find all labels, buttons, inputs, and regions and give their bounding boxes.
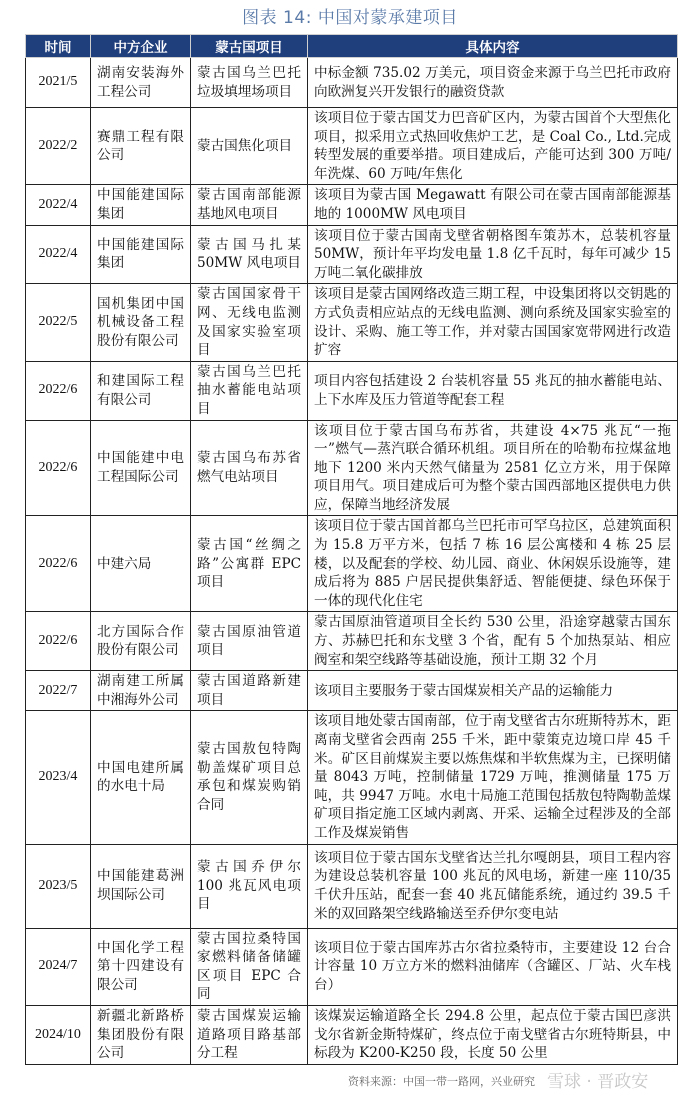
cell-content: 该项目为蒙古国 Megawatt 有限公司在蒙古国南部能源基地的 1000MW 风电项目 [308,185,678,225]
cell-project: 蒙古国马扎某 50MW 风电项目 [191,225,308,284]
table-header-row [26,35,678,58]
table-title: 图表 14: 中国对蒙承建项目 [242,8,458,28]
table-row [26,711,678,844]
cell-date: 2022/6 [26,516,91,612]
cell-date: 2022/5 [26,284,91,361]
cell-project: 蒙古国敖包特陶勒盖煤矿项目总承包和煤炭购销合同 [191,711,308,844]
cell-project: 蒙古国南部能源基地风电项目 [191,185,308,225]
cell-content: 项目内容包括建设 2 台装机容量 55 兆瓦的抽水蓄能电站、上下水库及压力管道等配套工程 [308,361,678,420]
cell-project: 蒙古国道路新建项目 [191,671,308,711]
cell-project: 蒙古国乌兰巴托抽水蓄能电站项目 [191,361,308,420]
cell-project: 蒙古国乌兰巴托垃圾填埋场项目 [191,58,308,108]
cell-company: 赛鼎工程有限公司 [91,108,191,185]
cell-content: 该项目位于蒙古国南戈壁省朝格图车策苏木，总装机容量 50MW，预计年平均发电量 1.8 亿千瓦时，每年可减少 15 万吨二氧化碳排放 [308,225,678,284]
cell-company: 中国能建国际集团 [91,185,191,225]
header-content: 具体内容 [308,35,678,58]
cell-date: 2022/6 [26,612,91,671]
cell-content: 该煤炭运输道路全长 294.8 公里，起点位于蒙古国巴彦洪戈尔省新金斯特煤矿，终点位于南戈壁省古尔班特斯县，中标段为 K200-K250 段，长度 50 公里 [308,1005,678,1064]
cell-project: 蒙古国乌布苏省燃气电站项目 [191,420,308,516]
cell-content: 该项目位于蒙古国艾力巴音矿区内，为蒙古国首个大型焦化项目，拟采用立式热回收焦炉工艺，是 Coal Co., Ltd.完成转型发展的重要举措。项目建成后，产能可达到 300 万吨/年洗煤、60 万吨/年焦化 [308,108,678,185]
cell-date: 2022/4 [26,185,91,225]
cell-project: 蒙古国原油管道项目 [191,612,308,671]
svg-text:雪球 · 晋政安: 雪球 · 晋政安 [547,1071,649,1092]
cell-content: 该项目位于蒙古国库苏古尔省拉桑特市，主要建设 12 台合计容量 10 万立方米的燃料油储库（含罐区、厂站、火车栈台） [308,928,678,1005]
cell-date: 2022/6 [26,361,91,420]
cell-company: 北方国际合作股份有限公司 [91,612,191,671]
table-row [26,185,678,225]
table-row [26,225,678,284]
table-row [26,1005,678,1064]
cell-company: 湖南安装海外工程公司 [91,58,191,108]
cell-content: 该项目位于蒙古国乌布苏省，共建设 4×75 兆瓦“一拖一”燃气—蒸汽联合循环机组。项目所在的哈勒布拉煤盆地地下 1200 米内天然气储量为 2581 亿立方米，用于保障项目用气。项目建成后可为整个蒙古国西部地区提供电力供应，保障当地经济发展 [308,420,678,516]
table-row [26,516,678,612]
table-row [26,612,678,671]
cell-content: 该项目位于蒙古国东戈壁省达兰扎尔嘎朗县，项目工程内容为建设总装机容量 100 兆瓦的风电场，新建一座 110/35 千伏升压站，配套一套 40 兆瓦储能系统，通过约 39.5 千米的双回路架空线路输送至乔伊尔变电站 [308,844,678,928]
cell-project: 蒙古国焦化项目 [191,108,308,185]
cell-date: 2022/6 [26,420,91,516]
cell-company: 中国化学工程第十四建设有限公司 [91,928,191,1005]
header-project: 蒙古国项目 [191,35,308,58]
cell-company: 中国能建国际集团 [91,225,191,284]
cell-company: 新疆北新路桥集团股份有限公司 [91,1005,191,1064]
cell-content: 蒙古国原油管道项目全长约 530 公里，沿途穿越蒙古国东方、苏赫巴托和东戈壁 3 个省，配有 5 个加热泵站、相应阀室和架空线路等基础设施，预计工期 32 个月 [308,612,678,671]
cell-content: 该项目主要服务于蒙古国煤炭相关产品的运输能力 [308,671,678,711]
header-date: 时间 [26,35,91,58]
cell-date: 2024/10 [26,1005,91,1064]
cell-date: 2021/5 [26,58,91,108]
cell-project: 蒙古国“丝绸之路”公寓群 EPC 项目 [191,516,308,612]
cell-content: 该项目位于蒙古国首都乌兰巴托市可罕乌拉区，总建筑面积为 15.8 万平方米，包括 7 栋 16 层公寓楼和 4 栋 25 层楼，以及配套的学校、幼儿园、商业、休闲娱乐设施等，建成后将为 885 户居民提供集舒适、智能便捷、绿色环保于一体的现代化住宅 [308,516,678,612]
cell-date: 2022/7 [26,671,91,711]
table-row [26,361,678,420]
table-row [26,671,678,711]
table-row [26,420,678,516]
cell-project: 蒙古国拉桑特国家燃料储备储罐区项目 EPC 合同 [191,928,308,1005]
cell-date: 2022/2 [26,108,91,185]
cell-company: 中国电建所属的水电十局 [91,711,191,844]
cell-content: 该项目是蒙古国网络改造三期工程，中设集团将以交钥匙的方式负责相应站点的无线电监测、测向系统及国家实验室的设计、采购、施工等工作，并对蒙古国国家宽带网进行改造扩容 [308,284,678,361]
source-note: 资料来源：中国一带一路网，兴业研究 [348,1074,535,1088]
cell-date: 2024/7 [26,928,91,1005]
cell-company: 中国能建中电工程国际公司 [91,420,191,516]
table-row [26,108,678,185]
cell-company: 中建六局 [91,516,191,612]
table-row [26,844,678,928]
cell-content: 中标金额 735.02 万美元，项目资金来源于乌兰巴托市政府向欧洲复兴开发银行的融资贷款 [308,58,678,108]
cell-project: 蒙古国乔伊尔 100 兆瓦风电项目 [191,844,308,928]
cell-company: 国机集团中国机械设备工程股份有限公司 [91,284,191,361]
cell-company: 和建国际工程有限公司 [91,361,191,420]
cell-company: 中国能建葛洲坝国际公司 [91,844,191,928]
cell-date: 2022/4 [26,225,91,284]
cell-company: 湖南建工所属中湘海外公司 [91,671,191,711]
cell-date: 2023/4 [26,711,91,844]
table-row [26,58,678,108]
header-company: 中方企业 [91,35,191,58]
table-row [26,928,678,1005]
table-row [26,284,678,361]
table-footer [0,1069,677,1093]
cell-date: 2023/5 [26,844,91,928]
watermark-logo [547,1069,677,1093]
cell-project: 蒙古国煤炭运输道路项目路基部分工程 [191,1005,308,1064]
cell-content: 该项目地处蒙古国南部，位于南戈壁省古尔班斯特苏木，距离南戈壁省会西南 255 千米，距中蒙策克边境口岸 45 千米。矿区目前煤炭主要以炼焦煤和半软焦煤为主，已探明储量 8043 万吨，控制储量 1729 万吨，推测储量 175 万吨，共 9947 万吨。水电十局施工范围包括敖包特陶勒盖煤矿项目指定施工区域内剥离、开采、运输全过程涉及的全部工作及煤炭销售 [308,711,678,844]
cell-project: 蒙古国国家骨干网、无线电监测及国家实验室项目 [191,284,308,361]
projects-table [25,34,678,1065]
